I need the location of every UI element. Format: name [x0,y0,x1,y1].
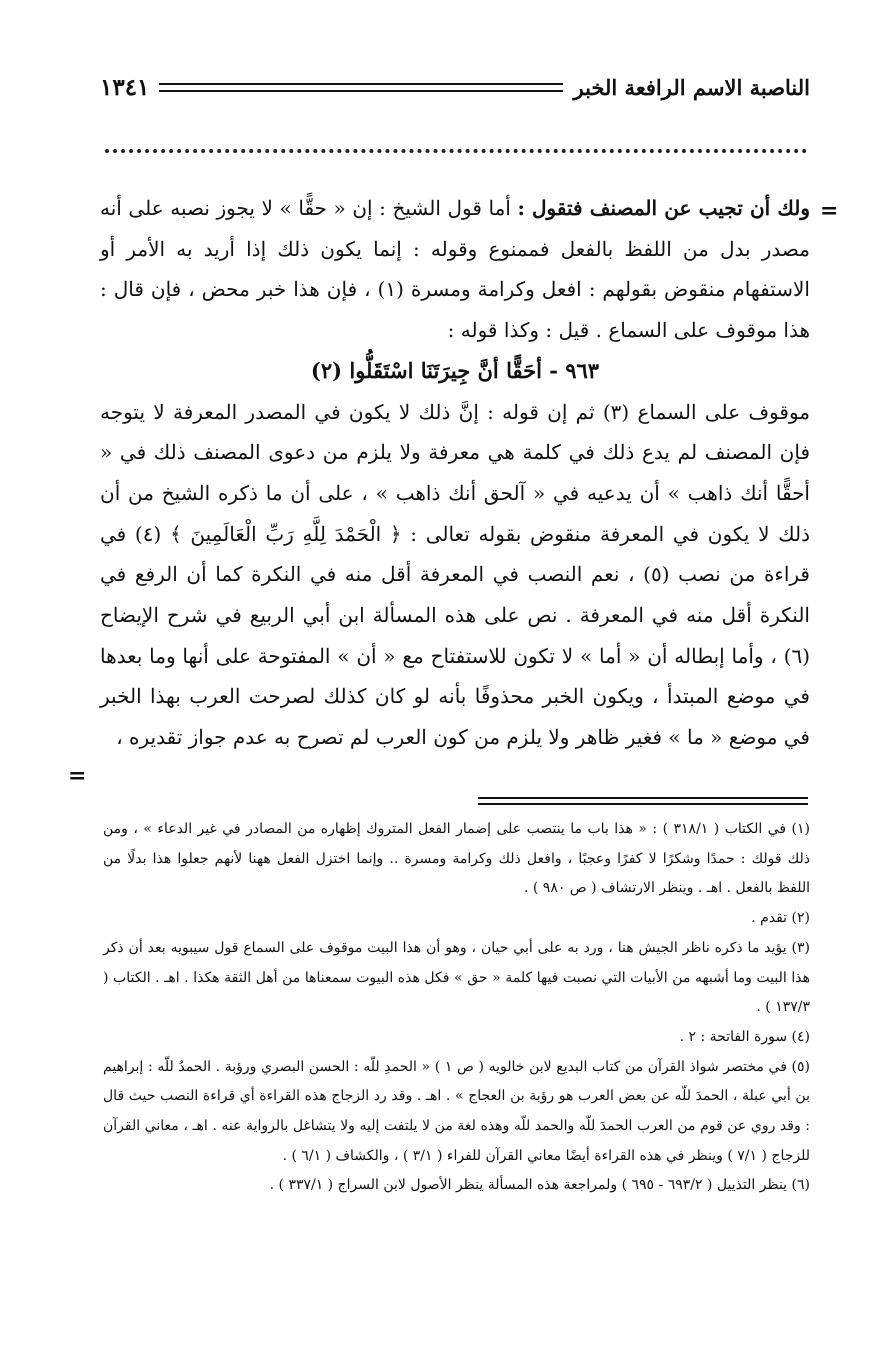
footnote-4: (٤) سورة الفاتحة : ٢ . [679,1028,810,1045]
running-title: الناصبة الاسم الرافعة الخبر [573,74,810,100]
verse-963: ٩٦٣ - أحَقًّا أنَّ جِيرَتَنَا اسْتَقَلُّوا (٢) [310,357,600,383]
paragraph-1 [100,188,810,351]
footnote-3: (٣) يؤيد ما ذكره ناظر الجيش هنا ، ورد به على أبي حيان ، وهو أن هذا البيت موقوف على السماع قول سيبويه بعد أن ذكر هذا البيت وما أشبهه من الأبيات التي نصبت فيها كلمة « حق » فكل هذه البيوت سمعناها من أهل الثقة هكذا . اهـ . الكتاب ( ١٣٧/٣ ) . [103,939,810,1016]
footnote-1: (١) في الكتاب ( ٣١٨/١ ) : « هذا باب ما ينتصب على إضمار الفعل المتروك إظهاره من المصادر في غير الدعاء » ، ومن ذلك قولك : حمدًا وشكرًا لا كفرًا وعجبًا ، وافعل ذلك وكرامة ومسرة .. وإنما اختزل الفعل ههنا لأنهم جعلوا هذا بدلًا من اللفظ بالفعل . اهـ . وينظر الارتشاف ( ص ٩٨٠ ) . [103,821,810,897]
continuation-mark-end: = [68,763,87,789]
footnotes [103,815,810,1201]
dotted-separator [105,149,807,153]
header-double-rule [159,83,563,92]
page-header [100,70,810,104]
paragraph-1-text: أما قول الشيخ : إن « حقًّا » لا يجوز نصبه على أنه مصدر بدل من اللفظ بالفعل فممنوع وقوله : إنما يكون ذلك إذا أريد به الأمر أو الاستفهام منقوض بقولهم : افعل وكرامة ومسرة (١) ، فإن هذا خبر محض ، فإن قال : هذا موقوف على السماع . قيل : وكذا قوله : [100,196,810,343]
footnote-2: (٢) تقدم . [751,910,810,927]
footnote-5: (٥) في مختصر شواذ القرآن من كتاب البديع لابن خالويه ( ص ١ ) « الحمدِ للّه : الحسن البصري ورؤبة . الحمدُ للّه : إبراهيم بن أبي عبلة ، الحمدَ للّه عن بعض العرب هو رؤبة بن العجاج » . اهـ . وقد رد الزجاج هذه القراءة أي قراءة النصب حيث قال : وقد روي عن قوم من العرب الحمدَ للّه والحمد للّه وهذه لغة من لا يلتفت إليه ولا يتشاغل بالرواية عنه . اهـ ، معاني القرآن للزجاج ( ٧/١ ) وينظر في هذه القراءة أيضًا معاني القرآن للفراء ( ٣/١ ) ، والكشاف ( ٦/١ ) . [103,1058,810,1164]
footnote-6: (٦) ينظر التذييل ( ٦٩٣/٢ - ٦٩٥ ) ولمراجعة هذه المسألة ينظر الأصول لابن السراج ( ٣٣٧/١ ) . [269,1177,810,1194]
paragraph-2: موقوف على السماع (٣) ثم إن قوله : إنَّ ذلك لا يكون في المصدر المعرفة لا يتوجه فإن المصنف لم يدع ذلك في كلمة هي معرفة ولا يلزم من دعوى المصنف ذلك في « أحقًّا أنك ذاهب » أن يدعيه في « آلحق أنك ذاهب » ، على أن ما ذكره الشيخ من أن ذلك لا يكون في المعرفة منقوض بقوله تعالى : ﴿ الْحَمْدَ لِلَّهِ رَبِّ الْعَالَمِينَ ﴾ (٤) في قراءة من نصب (٥) ، نعم النصب في المعرفة أقل منه في النكرة كما أن الرفع في النكرة أقل منه في المعرفة . نص على هذه المسألة ابن أبي الربيع في شرح الإيضاح (٦) ، وأما إبطاله أن « أما » لا تكون للاستفتاح مع « أن » المفتوحة على أنها وما بعدها في موضع المبتدأ ، ويكون الخبر محذوفًا بأنه لو كان كذلك لصرحت العرب بهذا الخبر في موضع « ما » فغير ظاهر ولا يلزم من كون العرب لم تصرح به عدم جواز تقديره ، [100,399,811,750]
continuation-mark-start: = [820,198,839,224]
footnote-separator [478,797,808,805]
page-number: ١٣٤١ [100,73,150,101]
main-text [100,188,810,758]
lead-in: ولك أن تجيب عن المصنف فتقول : [517,196,810,220]
